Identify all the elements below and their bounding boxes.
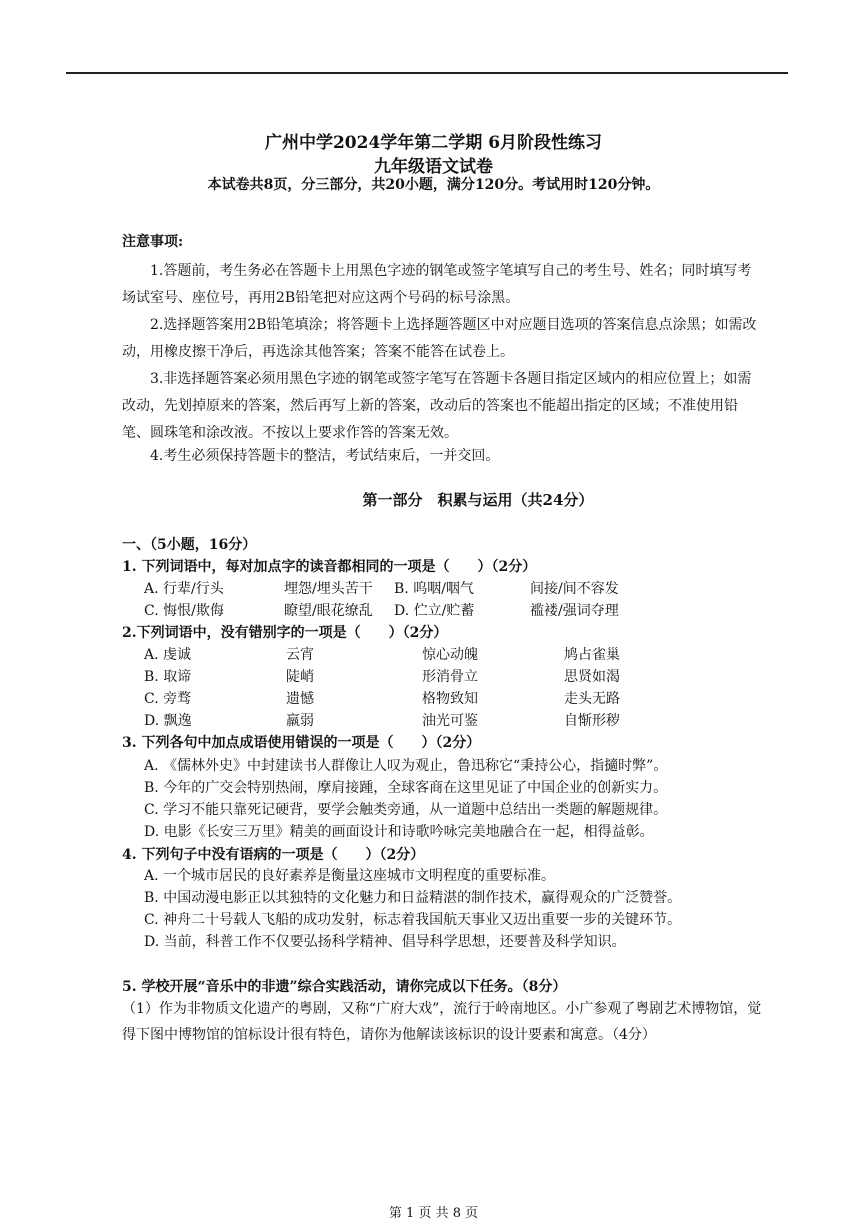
option-text: C. 悔恨/欺侮: [144, 603, 224, 619]
question-4-stem: 4. 下列句子中没有语病的一项是（ ）（2分）: [122, 847, 425, 863]
option-text: 走头无路: [564, 691, 620, 707]
exam-subtitle: 九年级语文试卷: [374, 157, 493, 177]
option-text: A. 行辈/行头: [144, 581, 224, 597]
option-text: D. 飘逸: [144, 713, 192, 729]
question-2-row-c: [144, 689, 764, 709]
option-text: B. 取谛: [144, 669, 192, 685]
question-3-option-a: A. 《儒林外史》中封建读书人群像让人叹为观止，鲁迅称它“秉持公心，指擿时弊”。: [144, 758, 668, 774]
question-3-option-d: D. 电影《长安三万里》精美的画面设计和诗歌吟咏完美地融合在一起，相得益彰。: [144, 824, 654, 840]
option-text: 思贤如渴: [564, 669, 620, 685]
question-2-row-d: [144, 711, 764, 731]
top-rule: [66, 72, 788, 74]
option-text: 瞭望/眼花缭乱: [284, 603, 373, 619]
exam-title: 广州中学2024学年第二学期 6月阶段性练习: [264, 133, 603, 153]
question-3-option-c: C. 学习不能只靠死记硬背，要学会触类旁通，从一道题中总结出一类题的解题规律。: [144, 802, 668, 818]
question-4-option-b: B. 中国动漫电影正以其独特的文化魅力和日益精湛的制作技术，赢得观众的广泛赞誉。: [144, 890, 682, 906]
question-1-row-1: [144, 579, 764, 599]
question-2-stem: 2.下列词语中，没有错别字的一项是（ ）（2分）: [122, 625, 448, 641]
page-footer: 第 1 页 共 8 页: [388, 1206, 479, 1221]
option-text: 陡峭: [286, 669, 314, 685]
option-text: A. 虔诚: [144, 647, 192, 663]
option-text: 鸠占雀巢: [564, 647, 620, 663]
question-5-sub-1: （1）作为非物质文化遗产的粤剧，又称“广府大戏”，流行于岭南地区。小广参观了粤剧艺术博物馆，觉得下图中博物馆的馆标设计很有特色，请你为他解读该标识的设计要素和寓意。（4分）: [122, 1001, 762, 1043]
option-text: 自惭形秽: [564, 713, 620, 729]
question-4-option-a: A. 一个城市居民的良好素养是衡量这座城市文明程度的重要标准。: [144, 868, 556, 884]
option-text: D. 伫立/贮蓄: [394, 603, 475, 619]
notice-item-1: 1.答题前，考生务必在答题卡上用黑色字迹的钢笔或签字笔填写自己的考生号、姓名；同时填写考场试室号、座位号，再用2B铅笔把对应这两个号码的标号涂黑。: [122, 263, 752, 306]
option-text: 遗憾: [286, 691, 314, 707]
option-text: 羸弱: [286, 713, 314, 729]
question-2-row-b: [144, 667, 764, 687]
question-3-stem: 3. 下列各句中加点成语使用错误的一项是（ ）（2分）: [122, 735, 481, 751]
question-4-option-c: C. 神舟二十号载人飞船的成功发射，标志着我国航天事业又迈出重要一步的关键环节。: [144, 912, 682, 928]
option-text: 惊心动魄: [422, 647, 478, 663]
option-text: C. 旁骛: [144, 691, 192, 707]
part-one-title: 第一部分 积累与运用（共24分）: [362, 491, 594, 509]
section-heading: 一、（5小题，16分）: [122, 537, 257, 553]
notice-item-3: 3.非选择题答案必须用黑色字迹的钢笔或签字笔写在答题卡各题目指定区域内的相应位置上；如需改动，先划掉原来的答案，然后再写上新的答案，改动后的答案也不能超出指定的区域；不准使用铅笔、圆珠笔和涂改液。不按以上要求作答的答案无效。: [122, 371, 752, 441]
notice-item-2: 2.选择题答案用2B铅笔填涂；将答题卡上选择题答题区中对应题目选项的答案信息点涂黑；如需改动，用橡皮擦干净后，再选涂其他答案；答案不能答在试卷上。: [122, 317, 757, 360]
option-text: 褴褛/强词夺理: [530, 603, 619, 619]
option-text: 油光可鉴: [422, 713, 478, 729]
question-5-stem: 5. 学校开展“音乐中的非遗”综合实践活动，请你完成以下任务。（8分）: [122, 979, 567, 995]
option-text: 云宵: [286, 647, 314, 663]
option-text: 格物致知: [422, 691, 478, 707]
notice-heading: 注意事项:: [122, 234, 184, 250]
option-text: 间接/间不容发: [530, 581, 619, 597]
question-1-stem: 1. 下列词语中，每对加点字的读音都相同的一项是（ ）（2分）: [122, 559, 537, 575]
exam-info: 本试卷共8页，分三部分，共20小题，满分120分。考试用时120分钟。: [207, 177, 660, 193]
option-text: B. 呜咽/咽气: [394, 581, 474, 597]
option-text: 埋怨/埋头苦干: [284, 581, 373, 597]
question-2-row-a: [144, 645, 764, 665]
notice-item-4: 4.考生必须保持答题卡的整洁，考试结束后，一并交回。: [150, 448, 500, 464]
question-1-row-2: [144, 601, 764, 621]
question-4-option-d: D. 当前，科普工作不仅要弘扬科学精神、倡导科学思想，还要普及科学知识。: [144, 934, 626, 950]
option-text: 形消骨立: [422, 669, 478, 685]
question-3-option-b: B. 今年的广交会特别热闹，摩肩接踵，全球客商在这里见证了中国企业的创新实力。: [144, 780, 668, 796]
